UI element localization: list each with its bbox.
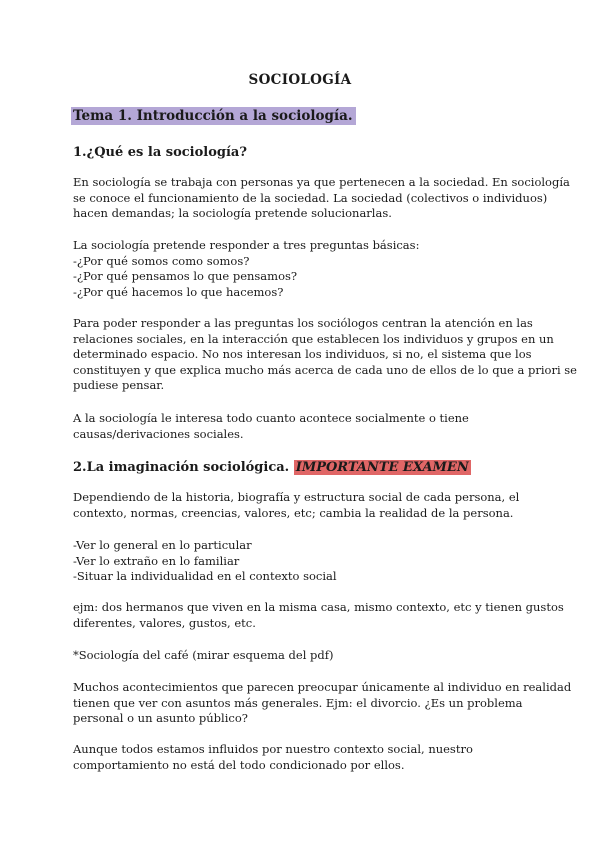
text-line: determinado espacio. No nos interesan los individuos, si no, el sistema que los — [73, 347, 532, 362]
text-line: causas/derivaciones sociales. — [73, 426, 244, 441]
text-line: contexto, normas, creencias, valores, etc; cambia la realidad de la persona. — [73, 505, 514, 520]
page-title: SOCIOLOGÍA — [248, 72, 352, 88]
text-line: Para poder responder a las preguntas los sociólogos centran la atención en las — [73, 316, 533, 330]
section-1-heading: 1.¿Qué es la sociología? — [73, 145, 247, 160]
text-line: A la sociología le interesa todo cuanto acontece socialmente o tiene — [73, 411, 469, 425]
text-line: relaciones sociales, en la interacción que establecen los individuos y grupos en un — [73, 331, 554, 346]
text-line: diferentes, valores, gustos, etc. — [73, 615, 256, 630]
text-line: constituyen y que explica mucho más acerca de cada uno de ellos de lo que a priori se — [73, 362, 577, 377]
section-1-paragraph-3 — [73, 316, 577, 394]
text-line: pudiese pensar. — [73, 378, 165, 393]
text-line: personal o un asunto público? — [73, 711, 248, 726]
text-line: En sociología se trabaja con personas ya que pertenecen a la sociedad. En sociología — [73, 175, 570, 189]
list-item: -¿Por qué pensamos lo que pensamos? — [73, 269, 298, 284]
text-line: Muchos acontecimientos que parecen preocupar únicamente al individuo en realidad — [73, 680, 572, 694]
list-item: -¿Por qué hacemos lo que hacemos? — [73, 284, 284, 299]
text-line: se conoce el funcionamiento de la sociedad. La sociedad (colectivos o individuos) — [73, 190, 548, 205]
text-line: tienen que ver con asuntos más generales. Ejm: el divorcio. ¿Es un problema — [73, 695, 523, 710]
text-line: Dependiendo de la historia, biografía y estructura social de cada persona, el — [73, 490, 520, 504]
section-2-list — [73, 538, 533, 585]
list-item: -Ver lo extraño en lo familiar — [73, 553, 240, 568]
section-2-paragraph-4 — [73, 680, 572, 727]
section-2-paragraph-1 — [73, 490, 533, 521]
list-item: -Situar la individualidad en el contexto social — [73, 569, 337, 584]
text-line: Aunque todos estamos influidos por nuestro contexto social, nuestro — [73, 742, 473, 756]
section-1-paragraph-4 — [73, 411, 533, 442]
section-1-paragraph-2 — [73, 238, 533, 300]
text-line: ejm: dos hermanos que viven en la misma casa, mismo contexto, etc y tienen gustos — [73, 600, 564, 614]
section-2-heading — [73, 460, 471, 475]
section-2-paragraph-2 — [73, 600, 564, 631]
text-line: *Sociología del café (mirar esquema del pdf) — [73, 648, 334, 662]
section-2-heading-text: 2.La imaginación sociológica. — [73, 460, 290, 475]
section-2-paragraph-5 — [73, 742, 533, 773]
topic-heading: Tema 1. Introducción a la sociología. — [71, 107, 356, 125]
list-item: -Ver lo general en lo particular — [73, 538, 252, 552]
text-line: La sociología pretende responder a tres preguntas básicas: — [73, 238, 420, 252]
section-1-paragraph-1 — [73, 175, 570, 222]
section-2-paragraph-3 — [73, 648, 533, 664]
text-line: hacen demandas; la sociología pretende solucionarlas. — [73, 206, 392, 221]
important-exam-badge: IMPORTANTE EXAMEN — [295, 460, 469, 475]
text-line: comportamiento no está del todo condicionado por ellos. — [73, 757, 405, 772]
list-item: -¿Por qué somos como somos? — [73, 253, 250, 268]
